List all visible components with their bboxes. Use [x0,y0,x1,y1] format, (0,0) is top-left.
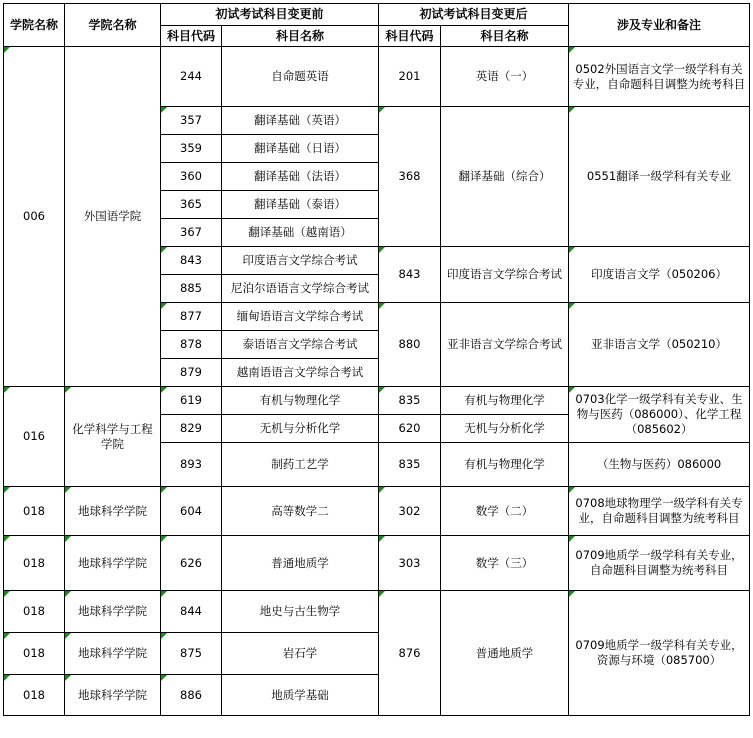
after-name-cell: 有机与物理化学 [441,387,569,415]
college-code-cell: 016 [4,387,65,487]
notes-cell: 亚非语言文学（050210） [569,303,750,387]
notes-cell: 印度语言文学（050206） [569,247,750,303]
before-code-cell: 357 [161,107,222,135]
before-name-cell: 普通地质学 [222,536,379,591]
before-code-cell: 367 [161,219,222,247]
header-notes: 涉及专业和备注 [569,4,750,47]
after-name-cell: 数学（三） [441,536,569,591]
college-name-cell: 外国语学院 [65,47,161,387]
before-name-cell: 翻译基础（法语） [222,163,379,191]
after-code-cell: 303 [379,536,441,591]
before-code-cell: 244 [161,47,222,107]
table-row [4,487,750,536]
notes-cell: 0703化学一级学科有关专业、生物与医药（086000）、化学工程（085602） [569,387,750,443]
before-name-cell: 泰语语言文学综合考试 [222,331,379,359]
header-college-code: 学院名称 [4,4,65,47]
before-code-cell: 885 [161,275,222,303]
before-code-cell: 359 [161,135,222,163]
before-name-cell: 自命题英语 [222,47,379,107]
before-code-cell: 365 [161,191,222,219]
after-code-cell: 835 [379,387,441,415]
header-after-subject-code: 科目代码 [379,26,441,47]
notes-cell: 0708地球物理学一级学科有关专业，自命题科目调整为统考科目 [569,487,750,536]
before-code-cell: 879 [161,359,222,387]
after-name-cell: 数学（二） [441,487,569,536]
notes-cell: 0551翻译一级学科有关专业 [569,107,750,247]
header-college-name: 学院名称 [65,4,161,47]
before-code-cell: 604 [161,487,222,536]
college-name-cell: 地球科学学院 [65,633,161,675]
table-row [4,536,750,591]
college-code-cell: 018 [4,675,65,716]
notes-cell: 0709地质学一级学科有关专业，自命题科目调整为统考科目 [569,536,750,591]
after-code-cell: 843 [379,247,441,303]
college-name-cell: 化学科学与工程学院 [65,387,161,487]
table-row [4,387,750,415]
college-code-cell: 006 [4,47,65,387]
before-name-cell: 翻译基础（越南语） [222,219,379,247]
subject-change-table [3,3,750,716]
before-name-cell: 缅甸语语言文学综合考试 [222,303,379,331]
before-code-cell: 844 [161,591,222,633]
before-code-cell: 877 [161,303,222,331]
after-code-cell: 620 [379,415,441,443]
before-code-cell: 619 [161,387,222,415]
after-code-cell: 880 [379,303,441,387]
after-name-cell: 英语（一） [441,47,569,107]
before-code-cell: 360 [161,163,222,191]
before-name-cell: 高等数学二 [222,487,379,536]
college-code-cell: 018 [4,591,65,633]
notes-cell: 0709地质学一级学科有关专业，资源与环境（085700） [569,591,750,716]
before-name-cell: 地质学基础 [222,675,379,716]
before-name-cell: 尼泊尔语语言文学综合考试 [222,275,379,303]
before-code-cell: 886 [161,675,222,716]
table-row [4,47,750,107]
before-code-cell: 875 [161,633,222,675]
before-code-cell: 878 [161,331,222,359]
notes-cell: （生物与医药）086000 [569,443,750,487]
after-name-cell: 有机与物理化学 [441,443,569,487]
before-code-cell: 626 [161,536,222,591]
college-name-cell: 地球科学学院 [65,675,161,716]
before-name-cell: 有机与物理化学 [222,387,379,415]
before-name-cell: 地史与古生物学 [222,591,379,633]
before-name-cell: 印度语言文学综合考试 [222,247,379,275]
header-after-subject-name: 科目名称 [441,26,569,47]
header-before-subject-code: 科目代码 [161,26,222,47]
before-name-cell: 翻译基础（英语） [222,107,379,135]
after-code-cell: 835 [379,443,441,487]
college-name-cell: 地球科学学院 [65,487,161,536]
after-name-cell: 普通地质学 [441,591,569,716]
before-name-cell: 翻译基础（泰语） [222,191,379,219]
header-after-change: 初试考试科目变更后 [379,4,569,26]
after-name-cell: 翻译基础（综合） [441,107,569,247]
after-code-cell: 201 [379,47,441,107]
college-name-cell: 地球科学学院 [65,591,161,633]
header-before-change: 初试考试科目变更前 [161,4,379,26]
college-name-cell: 地球科学学院 [65,536,161,591]
after-code-cell: 876 [379,591,441,716]
notes-cell: 0502外国语言文学一级学科有关专业，自命题科目调整为统考科目 [569,47,750,107]
table-row [4,591,750,633]
college-code-cell: 018 [4,536,65,591]
before-code-cell: 843 [161,247,222,275]
before-name-cell: 越南语语言文学综合考试 [222,359,379,387]
before-code-cell: 829 [161,415,222,443]
after-name-cell: 印度语言文学综合考试 [441,247,569,303]
before-name-cell: 岩石学 [222,633,379,675]
college-code-cell: 018 [4,633,65,675]
after-code-cell: 302 [379,487,441,536]
before-name-cell: 无机与分析化学 [222,415,379,443]
header-before-subject-name: 科目名称 [222,26,379,47]
header-row-1 [4,4,750,26]
after-name-cell: 亚非语言文学综合考试 [441,303,569,387]
after-code-cell: 368 [379,107,441,247]
before-name-cell: 翻译基础（日语） [222,135,379,163]
before-name-cell: 制药工艺学 [222,443,379,487]
after-name-cell: 无机与分析化学 [441,415,569,443]
before-code-cell: 893 [161,443,222,487]
college-code-cell: 018 [4,487,65,536]
